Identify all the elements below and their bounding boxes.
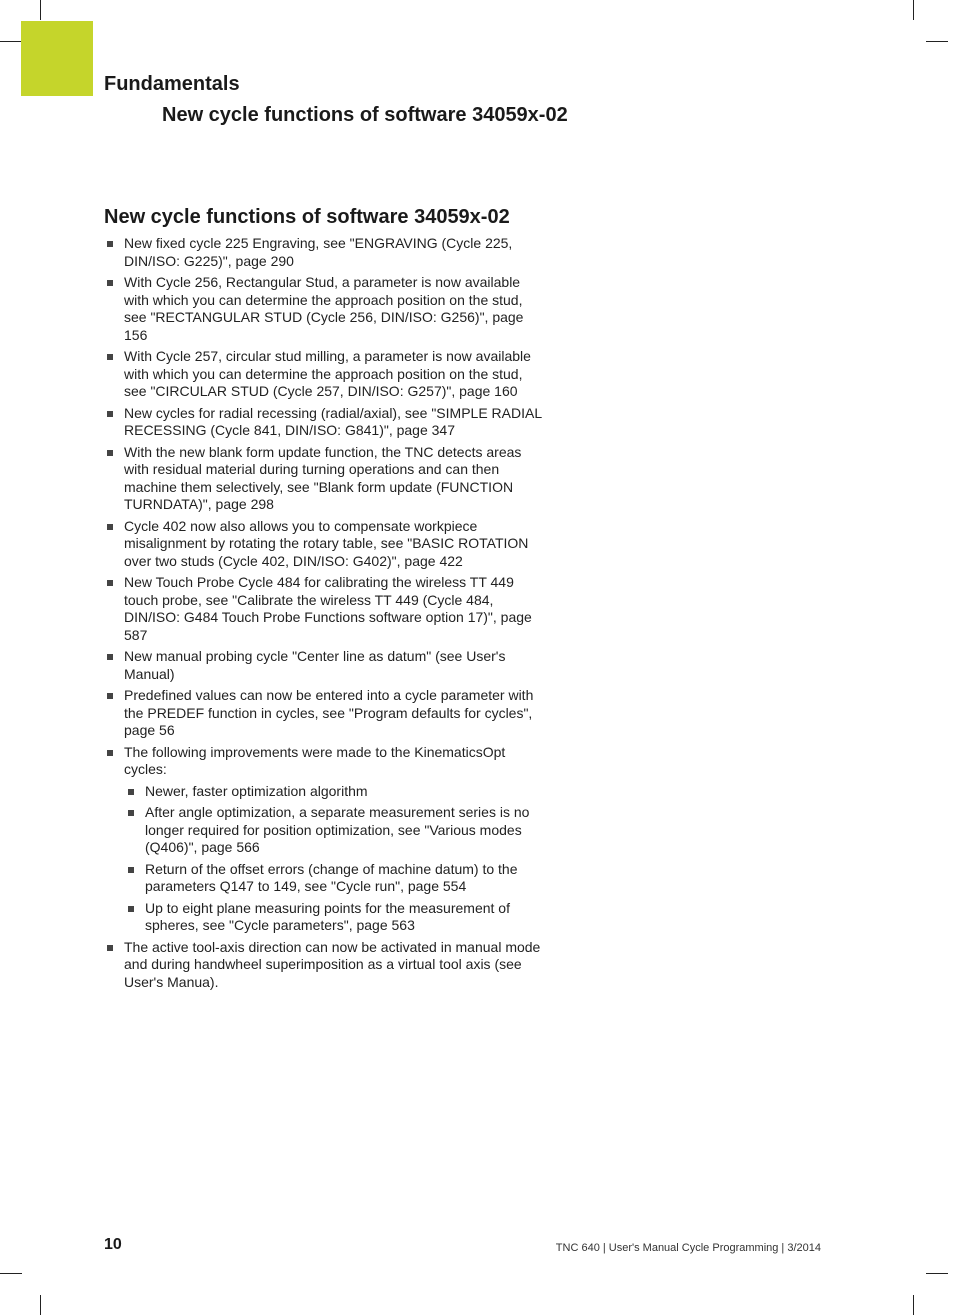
kinematics-sublist <box>124 783 544 935</box>
list-item <box>104 939 544 992</box>
section-heading: New cycle functions of software 34059x-02 <box>104 206 510 228</box>
list-item-text: The following improvements were made to the KinematicsOpt cycles: <box>124 743 506 777</box>
list-item-text: New manual probing cycle "Center line as datum" (see User's Manual) <box>124 648 506 682</box>
crop-mark <box>913 1295 914 1315</box>
bullet-icon <box>107 450 113 456</box>
section-header: New cycle functions of software 34059x-02 <box>162 104 568 126</box>
list-item-text: New cycles for radial recessing (radial/axial), see "SIMPLE RADIAL RECESSING (Cycle 841, DIN/ISO: G841)", page 347 <box>124 404 542 438</box>
bullet-icon <box>107 654 113 660</box>
crop-mark <box>926 1273 948 1274</box>
bullet-icon <box>107 580 113 586</box>
list-item <box>104 405 544 440</box>
sub-list-item-text: Up to eight plane measuring points for the measurement of spheres, see "Cycle parameters", page 563 <box>145 899 510 933</box>
list-item-text: New Touch Probe Cycle 484 for calibrating the wireless TT 449 touch probe, see "Calibrate the wireless TT 449 (Cycle 484, DIN/ISO: G484 Touch Probe Functions software option 17)", page 587 <box>124 574 532 643</box>
bullet-icon <box>128 867 134 873</box>
bullet-icon <box>107 693 113 699</box>
footer-document-info: TNC 640 | User's Manual Cycle Programming | 3/2014 <box>555 1242 821 1254</box>
list-item-text: Cycle 402 now also allows you to compensate workpiece misalignment by rotating the rotary table, see "BASIC ROTATION over two studs (Cycle 402, DIN/ISO: G402)", page 422 <box>124 517 529 569</box>
page-number: 10 <box>104 1236 122 1253</box>
list-item <box>104 274 544 344</box>
bullet-icon <box>128 906 134 912</box>
bullet-icon <box>107 750 113 756</box>
list-item-text: With the new blank form update function, the TNC detects areas with residual material during turning operations and can then machine them selectively, see "Blank form update (FUNCTION TURNDATA)", page 298 <box>124 443 522 512</box>
crop-mark <box>40 0 41 20</box>
feature-list <box>104 235 544 991</box>
list-item <box>104 444 544 514</box>
list-item <box>104 518 544 571</box>
chapter-accent-block <box>21 21 93 96</box>
content-column <box>104 235 544 995</box>
list-item-text: With Cycle 257, circular stud milling, a parameter is now available with which you can determine the approach position on the stud, see "CIRCULAR STUD (Cycle 257, DIN/ISO: G257)", page 160 <box>124 348 531 399</box>
crop-mark <box>913 0 914 20</box>
bullet-icon <box>107 524 113 530</box>
list-item-text: With Cycle 256, Rectangular Stud, a parameter is now available with which you can determine the approach position on the stud, see "RECTANGULAR STUD (Cycle 256, DIN/ISO: G256)", page 156 <box>124 274 524 343</box>
sub-list-item <box>124 783 544 801</box>
chapter-title: Fundamentals <box>104 73 240 95</box>
bullet-icon <box>107 411 113 417</box>
sub-list-item-text: Newer, faster optimization algorithm <box>145 782 368 799</box>
bullet-icon <box>107 280 113 286</box>
sub-list-item-text: Return of the offset errors (change of machine datum) to the parameters Q147 to 149, see "Cycle run", page 554 <box>145 860 518 894</box>
list-item-text: Predefined values can now be entered into a cycle parameter with the PREDEF function in cycles, see "Program defaults for cycles", page 56 <box>124 687 534 738</box>
list-item-text: The active tool-axis direction can now be activated in manual mode and during handwheel superimposition as a virtual tool axis (see User's Manua). <box>124 938 541 990</box>
sub-list-item <box>124 900 544 935</box>
list-item <box>104 744 544 935</box>
crop-mark <box>926 41 948 42</box>
sub-list-item <box>124 804 544 857</box>
list-item <box>104 574 544 644</box>
bullet-icon <box>107 945 113 951</box>
sub-list-item-text: After angle optimization, a separate measurement series is no longer required for position optimization, see "Various modes (Q406)", page 566 <box>145 804 530 855</box>
bullet-icon <box>107 354 113 360</box>
crop-mark <box>0 1273 22 1274</box>
bullet-icon <box>128 810 134 816</box>
list-item <box>104 687 544 740</box>
crop-mark <box>40 1295 41 1315</box>
crop-mark <box>0 41 22 42</box>
sub-list-item <box>124 861 544 896</box>
list-item <box>104 348 544 401</box>
bullet-icon <box>107 241 113 247</box>
list-item-text: New fixed cycle 225 Engraving, see "ENGRAVING (Cycle 225, DIN/ISO: G225)", page 290 <box>124 235 513 269</box>
bullet-icon <box>128 789 134 795</box>
list-item <box>104 648 544 683</box>
list-item <box>104 235 544 270</box>
